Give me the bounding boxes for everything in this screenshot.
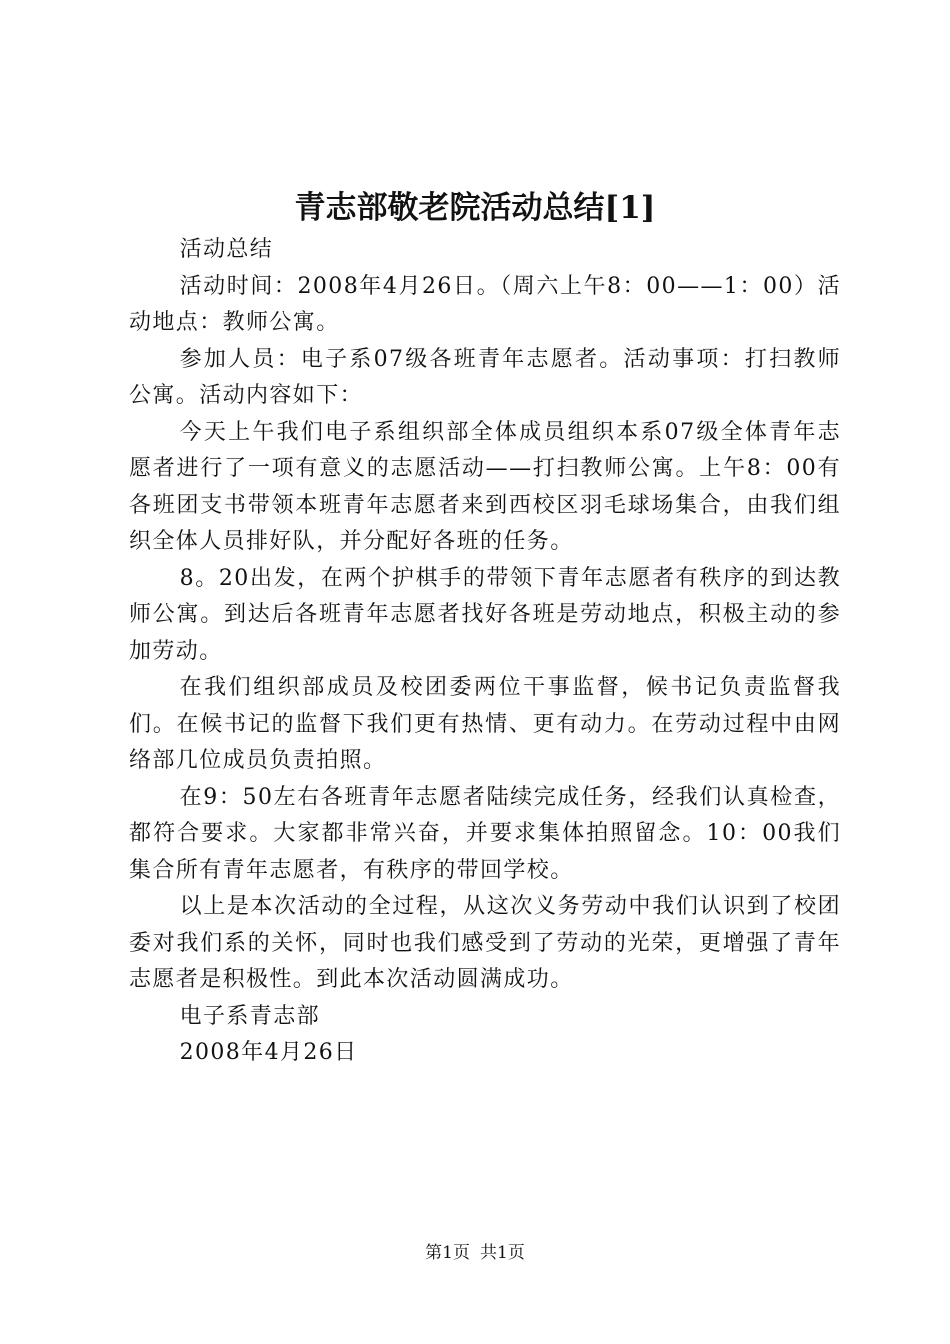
page-footer [0, 1241, 950, 1265]
paragraph-participants: 参加人员：电子系07级各班青年志愿者。活动事项：打扫教师公寓。活动内容如下： [129, 346, 841, 408]
document-body [129, 232, 841, 1072]
paragraph-heading: 活动总结 [179, 237, 274, 262]
paragraph-conclusion: 以上是本次活动的全过程，从这次义务劳动中我们认识到了校团委对我们系的关怀，同时也我们感受到了劳动的光荣，更增强了青年志愿者是积极性。到此本次活动圆满成功。 [129, 894, 841, 992]
paragraph-content: 今天上午我们电子系组织部全体成员组织本系07级全体青年志愿者进行了一项有意义的志愿活动——打扫教师公寓。上午8：00有各班团支书带领本班青年志愿者来到西校区羽毛球场集合，由我们组织全体人员排好队，并分配好各班的任务。 [129, 419, 841, 554]
signature-date: 2008年4月26日 [179, 1040, 358, 1065]
page-number-current: 第1页 [425, 1243, 470, 1263]
paragraph-completion: 在9：50左右各班青年志愿者陆续完成任务，经我们认真检查，都符合要求。大家都非常兴奋，并要求集体拍照留念。10：00我们集合所有青年志愿者，有秩序的带回学校。 [129, 784, 841, 883]
document-title: 青志部敬老院活动总结[1] [294, 190, 656, 226]
page-number-total: 共1页 [480, 1243, 525, 1263]
paragraph-time-location: 活动时间：2008年4月26日。（周六上午8：00——1：00）活动地点：教师公寓。 [129, 273, 841, 335]
paragraph-departure: 8。20出发，在两个护棋手的带领下青年志愿者有秩序的到达教师公寓。到达后各班青年志愿者找好各班是劳动地点，积极主动的参加劳动。 [129, 565, 841, 664]
paragraph-supervision: 在我们组织部成员及校团委两位干事监督，候书记负责监督我们。在候书记的监督下我们更有热情、更有动力。在劳动过程中由网络部几位成员负责拍照。 [129, 675, 841, 773]
signature-department: 电子系青志部 [179, 1003, 320, 1029]
